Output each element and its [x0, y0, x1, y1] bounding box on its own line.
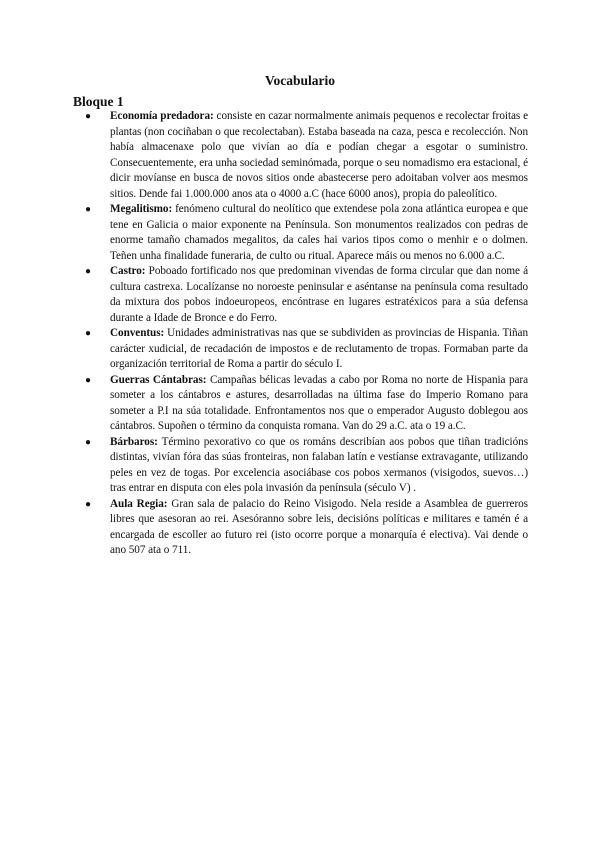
- list-item: [74, 264, 528, 326]
- vocabulary-definition: fenómeno cultural do neolítico que extendese pola zona atlántica europea e que tene en Galicia o maior exponente na Península. Son monumentos realizados con pedras de enorme tamaño chamados megalitos, da cales hai varios tipos como o menhir e o dolmen. Teñen unha finalidade funeraria, de culto ou ritual. Aparece máis ou menos no 6.000 a.C.: [110, 203, 529, 262]
- bullet-icon: ●: [85, 436, 91, 448]
- vocabulary-definition: Término pexorativo co que os románs describían aos pobos que tiñan tradicións distintas, vivían fóra das súas fronteiras, non falaban latín e vestíanse extravagante, utilizando peles en vez de togas. Por excelencia asociábase cos pobos xermanos (visigodos, suevos…) tras entrar en disputa con eles pola invasión da península (século V) .: [110, 435, 529, 494]
- section-heading: Bloque 1: [73, 94, 124, 109]
- vocabulary-term: Castro:: [110, 265, 146, 277]
- list-item: [74, 497, 528, 559]
- vocabulary-definition: Poboado fortificado nos que predominan vivendas de forma circular que dan nome á cultura castrexa. Localízanse no noroeste peninsular e aséntanse na península coma resultado da mixtura dos pobos indoeuropeos, encóntrase en lugares estratéxicos para a súa defensa durante a Idade de Bronce e do Ferro.: [110, 265, 529, 324]
- list-item: [74, 109, 528, 202]
- bullet-icon: ●: [85, 498, 91, 510]
- list-item: [74, 435, 528, 497]
- list-item: [74, 326, 528, 373]
- vocabulary-definition: Unidades administrativas nas que se subdividen as provincias de Hispania. Tiñan carácter xudicial, de recadación de impostos e de reclutamento de tropas. Formaban parte da organización territorial de Roma a partir do século I.: [110, 327, 529, 370]
- bullet-icon: ●: [85, 374, 91, 386]
- bullet-icon: ●: [85, 204, 91, 215]
- vocabulary-term: Economía predadora:: [110, 110, 214, 122]
- document-title: Vocabulario: [264, 73, 335, 88]
- list-item: [74, 373, 528, 435]
- vocabulary-term: Guerras Cántabras:: [110, 373, 207, 386]
- vocabulary-term: Bárbaros:: [110, 435, 158, 448]
- bullet-icon: ●: [85, 111, 91, 122]
- bullet-icon: ●: [85, 266, 91, 277]
- vocabulary-term: Conventus:: [110, 327, 165, 339]
- vocabulary-definition: Campañas bélicas levadas a cabo por Roma no norte de Hispania para someter a los cántabros e astures, desarrolladas na última fase do Imperio Romano para someter a P.I na súa totalidade. Enfrontamentos nos que o emperador Augusto doblegou aos cántabros. Supoñen o término da conquista romana. Van do 29 a.C. ata o 19 a.C.: [110, 373, 528, 432]
- vocabulary-definition: consiste en cazar normalmente animais pequenos e recolectar froitas e plantas (non cociñaban o que recolectaban). Estaba baseada na caza, pesca e recolección. Non había almacenaxe polo que vivían ao día e podían chegar a esgotar o suministro. Consecuentemente, era unha sociedad seminómada, porque o seu nomadismo era estacional, é dicir movíanse en busca de novos sitios onde abastecerse pero adoitaban volver aos mesmos sitios. Dende fai 1.000.000 anos ata o 4000 a.C (hace 6000 anos), propia do paleolítico.: [110, 110, 529, 200]
- vocabulary-term: Aula Regia:: [110, 497, 168, 510]
- vocabulary-list: [74, 109, 528, 559]
- list-item: [74, 202, 528, 264]
- vocabulary-definition: Gran sala de palacio do Reino Visigodo. Nela reside a Asamblea de guerreros libres que asesoran ao rei. Asesóranno sobre leis, decisións políticas e militares e tamén é a encargada de escoller ao futuro rei (isto ocorre porque a monarquía é electiva). Vai dende o ano 507 ata o 711.: [110, 497, 528, 556]
- vocabulary-term: Megalitismo:: [110, 203, 173, 215]
- bullet-icon: ●: [85, 328, 91, 339]
